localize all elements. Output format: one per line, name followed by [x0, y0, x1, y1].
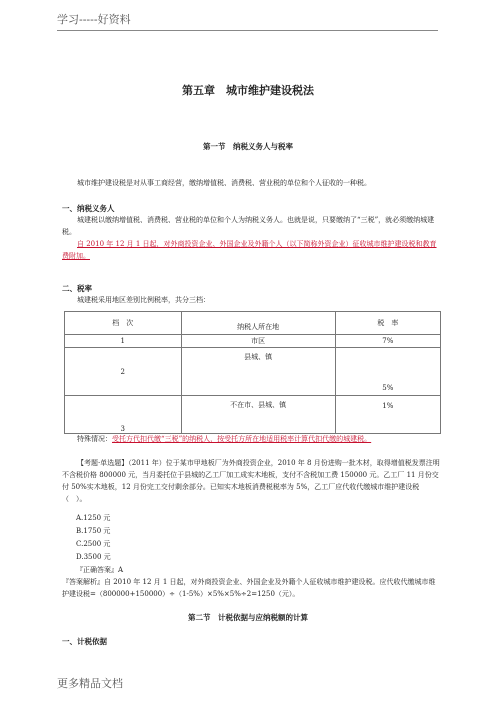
table-row [65, 348, 441, 396]
option-a: A.1250 元 [76, 514, 111, 522]
option-d: D.3500 元 [76, 553, 111, 561]
intro-paragraph: 城市维护建设税是对从事工商经营，缴纳增值税、消费税、营业税的单位和个人征收的一种税。 [77, 179, 371, 187]
exam-question: 【考题·单选题】（2011 年）位于某市甲地板厂为外商投资企业，2010 年 8 月份进购一批木材，取得增值税发票注明不含税价格 800000 元，当月委托位于县城的乙工厂加工成实木地板，支付不含税加工费 150000 元。乙工厂 11 月份交付 50%实木地板，12 月份完工交付剩余部分。已知实木地板消费税税率为 5%，乙工厂应代收代缴城市维护建设税（ ）。 [62, 459, 440, 503]
header-rule [57, 30, 438, 31]
page-footer: 更多精品文档 [57, 677, 123, 690]
header-rate: 税 率 [335, 312, 440, 335]
special-case-label: 特殊情况： [77, 435, 112, 443]
row-rate: 1% [335, 396, 440, 434]
special-case-paragraph [62, 433, 440, 445]
row-level: 3 [65, 396, 182, 434]
tax-rate-table [64, 311, 441, 434]
tax-rate-paragraph: 城建税采用地区差别比例税率，共分三档： [77, 296, 210, 304]
row-level: 2 [65, 348, 182, 396]
heading-tax-basis: 一、计税依据 [62, 637, 107, 646]
table-row [65, 396, 441, 434]
option-b: B.1750 元 [76, 527, 111, 535]
section-title-2: 第二节 计税依据与应纳税额的计算 [188, 613, 308, 622]
option-c: C.2500 元 [76, 540, 111, 548]
section-title-1: 第一节 纳税义务人与税率 [203, 142, 293, 151]
header-location: 纳税人所在地 [181, 312, 335, 335]
row-rate: 7% [335, 335, 440, 348]
special-case-rule: 受托方代扣代缴“三税”的纳税人，按受托方所在地适用税率计算代扣代缴的城建税。 [112, 435, 372, 443]
table-row [65, 335, 441, 348]
answer-analysis: 『答案解析』自 2010 年 12 月 1 日起，对外商投资企业、外国企业及外籍个人征收城市维护建设税。应代收代缴城市维护建设税=（800000+150000）÷（1-5%）×5%×5%÷2=1250（元）。 [62, 578, 436, 598]
correct-answer: 『正确答案』A [76, 566, 124, 574]
heading-tax-rate: 二、税率 [62, 284, 92, 293]
chapter-title: 第五章 城市维护建设税法 [182, 84, 314, 97]
row-location: 市区 [181, 335, 335, 348]
table-header-row [65, 312, 441, 335]
row-level: 1 [65, 335, 182, 348]
page-header: 学习-----好资料 [57, 13, 131, 26]
heading-taxpayer: 一、纳税义务人 [62, 204, 115, 213]
taxpayer-paragraph: 城建税以缴纳增值税、消费税、营业税的单位和个人为纳税义务人。也就是说，只要缴纳了“三税”，就必须缴纳城建税。 [62, 216, 435, 236]
row-rate: 5% [335, 348, 440, 396]
row-location: 县城、镇 [181, 348, 335, 396]
header-level: 档 次 [65, 312, 182, 335]
foreign-enterprise-note: 自 2010 年 12 月 1 日起，对外商投资企业、外国企业及外籍个人（以下简称外资企业）征收城市维护建设税和教育费附加。 [62, 240, 437, 260]
row-location: 不在市、县城、镇 [181, 396, 335, 434]
